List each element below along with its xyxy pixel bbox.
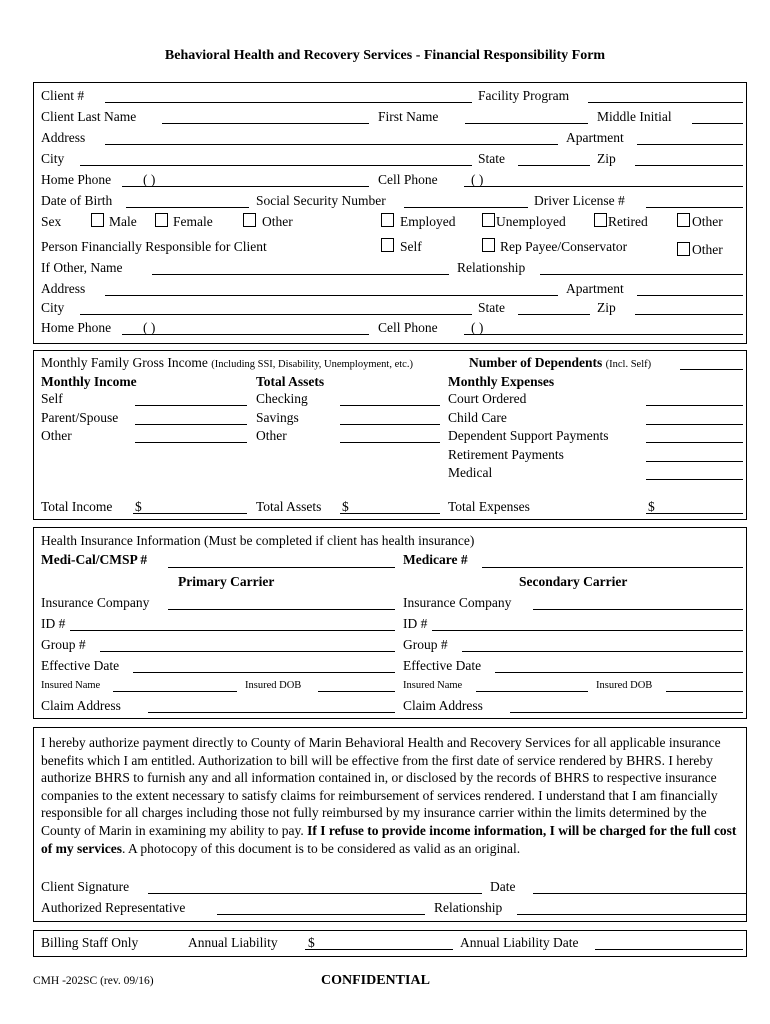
parent-spouse-field[interactable] xyxy=(135,424,247,425)
employed-label: Employed xyxy=(400,214,456,229)
total-expenses-field[interactable] xyxy=(646,513,743,514)
client-signature-field[interactable] xyxy=(148,893,482,894)
zip-field[interactable] xyxy=(635,165,743,166)
first-name-field[interactable] xyxy=(465,123,588,124)
employed-checkbox[interactable] xyxy=(381,213,394,227)
primary-company-label: Insurance Company xyxy=(41,595,150,610)
if-other-name-label: If Other, Name xyxy=(41,260,123,275)
medi-cal-label: Medi-Cal/CMSP # xyxy=(41,552,148,567)
other-responsible-checkbox[interactable] xyxy=(677,242,690,256)
relationship-field[interactable] xyxy=(540,274,743,275)
resp-address-field[interactable] xyxy=(105,295,558,296)
monthly-expenses-heading: Monthly Expenses xyxy=(448,374,555,389)
monthly-family-income-text: Monthly Family Gross Income xyxy=(41,355,208,370)
dependents-note: (Incl. Self) xyxy=(605,359,652,370)
resp-cell-phone-area: ( ) xyxy=(471,320,484,335)
authorized-rep-field[interactable] xyxy=(217,914,425,915)
other-employment-label: Other xyxy=(692,214,723,229)
female-checkbox[interactable] xyxy=(155,213,168,227)
checking-label: Checking xyxy=(256,391,308,406)
signature-date-field[interactable] xyxy=(533,893,747,894)
apartment-field[interactable] xyxy=(637,144,743,145)
total-assets-heading: Total Assets xyxy=(256,374,325,389)
home-phone-label: Home Phone xyxy=(41,172,112,187)
income-self-field[interactable] xyxy=(135,405,247,406)
male-checkbox[interactable] xyxy=(91,213,104,227)
dependent-support-label: Dependent Support Payments xyxy=(448,428,609,443)
sex-label: Sex xyxy=(41,214,62,229)
annual-liability-label: Annual Liability xyxy=(188,935,278,950)
other-employment-checkbox[interactable] xyxy=(677,213,690,227)
medi-cal-field[interactable] xyxy=(168,567,395,568)
income-other-field[interactable] xyxy=(135,442,247,443)
parent-spouse-label: Parent/Spouse xyxy=(41,410,119,425)
secondary-effective-field[interactable] xyxy=(495,672,743,673)
medical-field[interactable] xyxy=(646,479,743,480)
total-assets-label: Total Assets xyxy=(256,499,322,514)
dependents-label xyxy=(469,356,651,371)
resp-home-phone-area: ( ) xyxy=(143,320,156,335)
cell-phone-field[interactable] xyxy=(464,186,743,187)
primary-effective-label: Effective Date xyxy=(41,658,120,673)
middle-initial-field[interactable] xyxy=(692,123,743,124)
billing-staff-only-label: Billing Staff Only xyxy=(41,935,139,950)
client-last-name-label: Client Last Name xyxy=(41,109,137,124)
secondary-id-label: ID # xyxy=(403,616,428,631)
first-name-label: First Name xyxy=(378,109,439,124)
court-ordered-field[interactable] xyxy=(646,405,743,406)
total-income-dollar: $ xyxy=(135,499,142,514)
primary-group-label: Group # xyxy=(41,637,86,652)
unemployed-label: Unemployed xyxy=(496,214,566,229)
dependents-field[interactable] xyxy=(680,369,743,370)
resp-state-label: State xyxy=(478,300,505,315)
total-assets-field[interactable] xyxy=(340,513,440,514)
driver-license-label: Driver License # xyxy=(534,193,625,208)
asset-other-field[interactable] xyxy=(340,442,440,443)
dob-field[interactable] xyxy=(126,207,249,208)
cell-phone-area: ( ) xyxy=(471,172,484,187)
secondary-group-label: Group # xyxy=(403,637,448,652)
retirement-label: Retirement Payments xyxy=(448,447,564,462)
resp-city-field[interactable] xyxy=(80,314,472,315)
secondary-carrier-heading: Secondary Carrier xyxy=(519,574,628,589)
annual-liability-date-field[interactable] xyxy=(595,949,743,950)
home-phone-field[interactable] xyxy=(122,186,369,187)
other-sex-checkbox[interactable] xyxy=(243,213,256,227)
retirement-field[interactable] xyxy=(646,461,743,462)
total-income-label: Total Income xyxy=(41,499,113,514)
primary-insured-name-field[interactable] xyxy=(113,691,237,692)
resp-zip-field[interactable] xyxy=(635,314,743,315)
checking-field[interactable] xyxy=(340,405,440,406)
secondary-group-field[interactable] xyxy=(462,651,743,652)
city-label: City xyxy=(41,151,65,166)
total-expenses-label: Total Expenses xyxy=(448,499,530,514)
primary-id-field[interactable] xyxy=(70,630,395,631)
annual-liability-dollar: $ xyxy=(308,935,315,950)
billing-section xyxy=(33,930,747,957)
resp-cell-phone-field[interactable] xyxy=(464,334,743,335)
medicare-field[interactable] xyxy=(482,567,743,568)
state-field[interactable] xyxy=(518,165,590,166)
secondary-effective-label: Effective Date xyxy=(403,658,482,673)
savings-label: Savings xyxy=(256,410,299,425)
rep-relationship-field[interactable] xyxy=(517,914,747,915)
client-signature-label: Client Signature xyxy=(41,879,130,894)
person-responsible-label: Person Financially Responsible for Client xyxy=(41,239,267,254)
cell-phone-label: Cell Phone xyxy=(378,172,438,187)
income-self-label: Self xyxy=(41,391,63,406)
secondary-insured-dob-field[interactable] xyxy=(666,691,743,692)
authorized-rep-label: Authorized Representative xyxy=(41,900,186,915)
signature-date-label: Date xyxy=(490,879,516,894)
confidential-label: CONFIDENTIAL xyxy=(321,973,430,988)
rep-payee-checkbox[interactable] xyxy=(482,238,495,252)
other-sex-label: Other xyxy=(262,214,293,229)
client-number-label: Client # xyxy=(41,88,85,103)
medical-label: Medical xyxy=(448,465,493,480)
annual-liability-field[interactable] xyxy=(305,949,453,950)
income-section xyxy=(33,350,747,520)
city-field[interactable] xyxy=(80,165,472,166)
primary-carrier-heading: Primary Carrier xyxy=(178,574,275,589)
medicare-label: Medicare # xyxy=(403,552,468,567)
authorization-text: I hereby authorize payment directly to County of Marin Behavioral Health and Recovery Services for all applicable insurance benefits which I am entitled. Authorization to bill will be effective from the first date of service rendered by BHRS. I hereby authorize BHRS to furnish any and all information contained in, or disclosed by the records of BHRS to respective insurance companies to the extent necessary to satisfy claims for reimbursement of services rendered. I understand that I am financially responsible for all charges including those not fully reimbursed by my insurance carrier within the limits determined by the County of Marin in examining my ability to pay. xyxy=(41,735,721,838)
total-income-field[interactable] xyxy=(133,513,247,514)
retired-checkbox[interactable] xyxy=(594,213,607,227)
resp-city-label: City xyxy=(41,300,65,315)
address-field[interactable] xyxy=(105,144,558,145)
state-label: State xyxy=(478,151,505,166)
resp-home-phone-field[interactable] xyxy=(122,334,369,335)
resp-apartment-field[interactable] xyxy=(637,295,743,296)
primary-company-field[interactable] xyxy=(168,609,395,610)
middle-initial-label: Middle Initial xyxy=(597,109,672,124)
resp-address-label: Address xyxy=(41,281,86,296)
dependents-text: Number of Dependents xyxy=(469,355,603,370)
child-care-field[interactable] xyxy=(646,424,743,425)
male-label: Male xyxy=(109,214,137,229)
child-care-label: Child Care xyxy=(448,410,507,425)
zip-label: Zip xyxy=(597,151,616,166)
monthly-family-income-label xyxy=(41,356,413,371)
primary-insured-dob-label: Insured DOB xyxy=(245,680,302,691)
dob-label: Date of Birth xyxy=(41,193,113,208)
court-ordered-label: Court Ordered xyxy=(448,391,527,406)
authorization-paragraph xyxy=(41,734,746,857)
apartment-label: Apartment xyxy=(566,130,624,145)
resp-apartment-label: Apartment xyxy=(566,281,624,296)
driver-license-field[interactable] xyxy=(646,207,743,208)
secondary-company-label: Insurance Company xyxy=(403,595,512,610)
if-other-name-field[interactable] xyxy=(152,274,449,275)
resp-state-field[interactable] xyxy=(518,314,590,315)
form-title: Behavioral Health and Recovery Services - Financial Responsibility Form xyxy=(164,48,606,63)
total-assets-dollar: $ xyxy=(342,499,349,514)
insurance-header: Health Insurance Information (Must be completed if client has health insurance) xyxy=(41,533,475,548)
monthly-family-income-note: (Including SSI, Disability, Unemployment, etc.) xyxy=(211,359,413,370)
secondary-insured-name-label: Insured Name xyxy=(403,680,463,691)
secondary-id-field[interactable] xyxy=(432,630,743,631)
primary-effective-field[interactable] xyxy=(133,672,395,673)
home-phone-area: ( ) xyxy=(143,172,156,187)
self-responsible-checkbox[interactable] xyxy=(381,238,394,252)
address-label: Address xyxy=(41,130,86,145)
primary-insured-name-label: Insured Name xyxy=(41,680,101,691)
ssn-field[interactable] xyxy=(404,207,528,208)
form-code: CMH -202SC (rev. 09/16) xyxy=(33,975,154,987)
retired-label: Retired xyxy=(608,214,648,229)
resp-cell-phone-label: Cell Phone xyxy=(378,320,438,335)
asset-other-label: Other xyxy=(256,428,287,443)
facility-program-field[interactable] xyxy=(588,102,743,103)
rep-payee-label: Rep Payee/Conservator xyxy=(500,239,628,254)
facility-program-label: Facility Program xyxy=(478,88,570,103)
secondary-insured-name-field[interactable] xyxy=(476,691,588,692)
self-responsible-label: Self xyxy=(400,239,422,254)
unemployed-checkbox[interactable] xyxy=(482,213,495,227)
female-label: Female xyxy=(173,214,213,229)
total-expenses-dollar: $ xyxy=(648,499,655,514)
relationship-label: Relationship xyxy=(457,260,526,275)
authorization-bold-text: If I refuse to provide income information, I will be charged for the full cost of my services xyxy=(41,822,737,856)
primary-id-label: ID # xyxy=(41,616,66,631)
primary-claim-address-label: Claim Address xyxy=(41,698,121,713)
monthly-income-heading: Monthly Income xyxy=(41,374,137,389)
primary-group-field[interactable] xyxy=(100,651,395,652)
other-responsible-label: Other xyxy=(692,242,723,257)
rep-relationship-label: Relationship xyxy=(434,900,503,915)
secondary-claim-address-field[interactable] xyxy=(510,712,743,713)
secondary-insured-dob-label: Insured DOB xyxy=(596,680,653,691)
secondary-claim-address-label: Claim Address xyxy=(403,698,483,713)
authorization-text-end: . A photocopy of this document is to be considered as valid as an original. xyxy=(121,840,521,856)
secondary-company-field[interactable] xyxy=(533,609,743,610)
resp-home-phone-label: Home Phone xyxy=(41,320,112,335)
dependent-support-field[interactable] xyxy=(646,442,743,443)
ssn-label: Social Security Number xyxy=(256,193,386,208)
annual-liability-date-label: Annual Liability Date xyxy=(460,935,579,950)
income-other-label: Other xyxy=(41,428,72,443)
savings-field[interactable] xyxy=(340,424,440,425)
client-number-field[interactable] xyxy=(105,102,472,103)
primary-insured-dob-field[interactable] xyxy=(318,691,395,692)
client-last-name-field[interactable] xyxy=(162,123,369,124)
primary-claim-address-field[interactable] xyxy=(148,712,395,713)
resp-zip-label: Zip xyxy=(597,300,616,315)
